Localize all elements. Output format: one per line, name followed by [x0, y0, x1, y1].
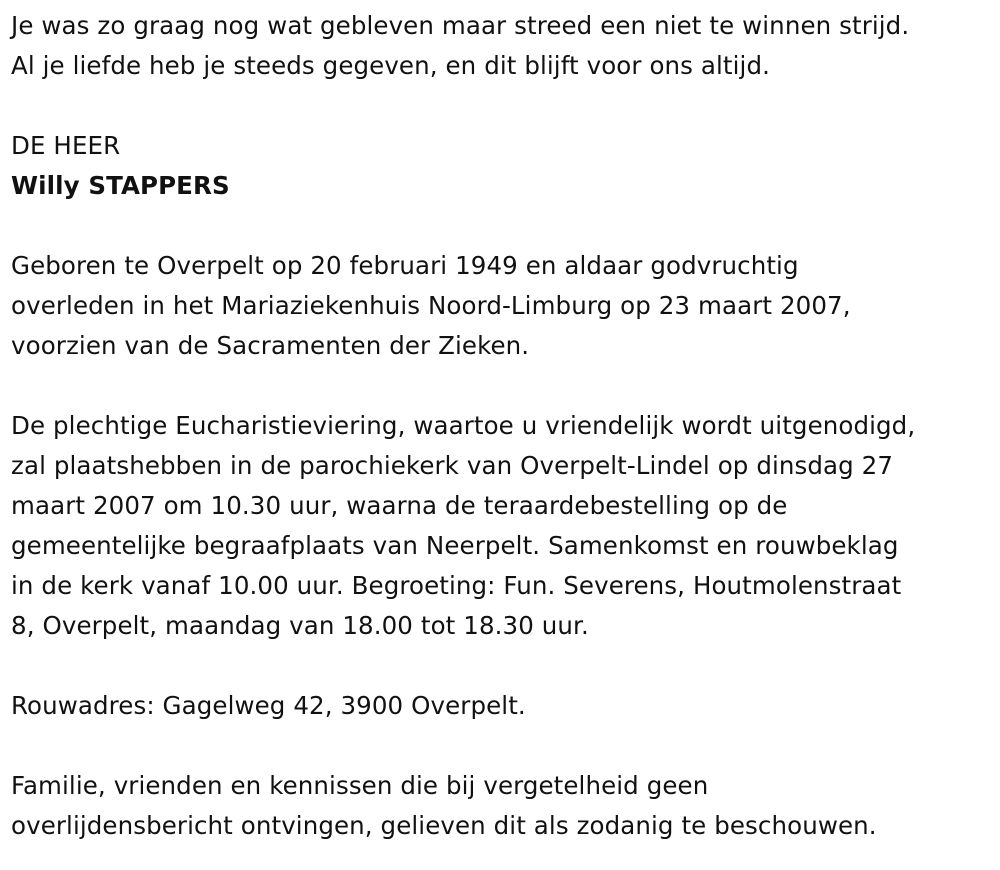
birth-death-line-2: overleden in het Mariaziekenhuis Noord-Limburg op 23 maart 2007,: [11, 291, 851, 320]
deceased-name: Willy STAPPERS: [11, 171, 230, 200]
ceremony-line-1: De plechtige Eucharistieviering, waartoe u vriendelijk wordt uitgenodigd,: [11, 411, 916, 440]
closing-section: [11, 766, 996, 846]
closing-line-2: overlijdensbericht ontvingen, gelieven dit als zodanig te beschouwen.: [11, 811, 877, 840]
deceased-section: [11, 126, 996, 206]
address-section: [11, 686, 996, 726]
birth-death-section: [11, 246, 996, 366]
birth-death-line-1: Geboren te Overpelt op 20 februari 1949 en aldaar godvruchtig: [11, 251, 799, 280]
ceremony-line-2: zal plaatshebben in de parochiekerk van Overpelt-Lindel op dinsdag 27: [11, 451, 894, 480]
ceremony-line-5: in de kerk vanaf 10.00 uur. Begroeting: Fun. Severens, Houtmolenstraat: [11, 571, 902, 600]
ceremony-line-6: 8, Overpelt, maandag van 18.00 tot 18.30 uur.: [11, 611, 589, 640]
spacer: [11, 646, 996, 686]
death-notice: [11, 6, 996, 846]
ceremony-section: [11, 406, 996, 646]
spacer: [11, 366, 996, 406]
spacer: [11, 206, 996, 246]
spacer: [11, 86, 996, 126]
poem-section: [11, 6, 996, 86]
poem-line-1: Je was zo graag nog wat gebleven maar streed een niet te winnen strijd.: [11, 11, 910, 40]
spacer: [11, 726, 996, 766]
mourning-address: Rouwadres: Gagelweg 42, 3900 Overpelt.: [11, 691, 526, 720]
ceremony-line-4: gemeentelijke begraafplaats van Neerpelt. Samenkomst en rouwbeklag: [11, 531, 899, 560]
closing-line-1: Familie, vrienden en kennissen die bij vergetelheid geen: [11, 771, 709, 800]
poem-line-2: Al je liefde heb je steeds gegeven, en dit blijft voor ons altijd.: [11, 51, 770, 80]
ceremony-line-3: maart 2007 om 10.30 uur, waarna de teraardebestelling op de: [11, 491, 788, 520]
deceased-title: DE HEER: [11, 131, 121, 160]
birth-death-line-3: voorzien van de Sacramenten der Zieken.: [11, 331, 530, 360]
